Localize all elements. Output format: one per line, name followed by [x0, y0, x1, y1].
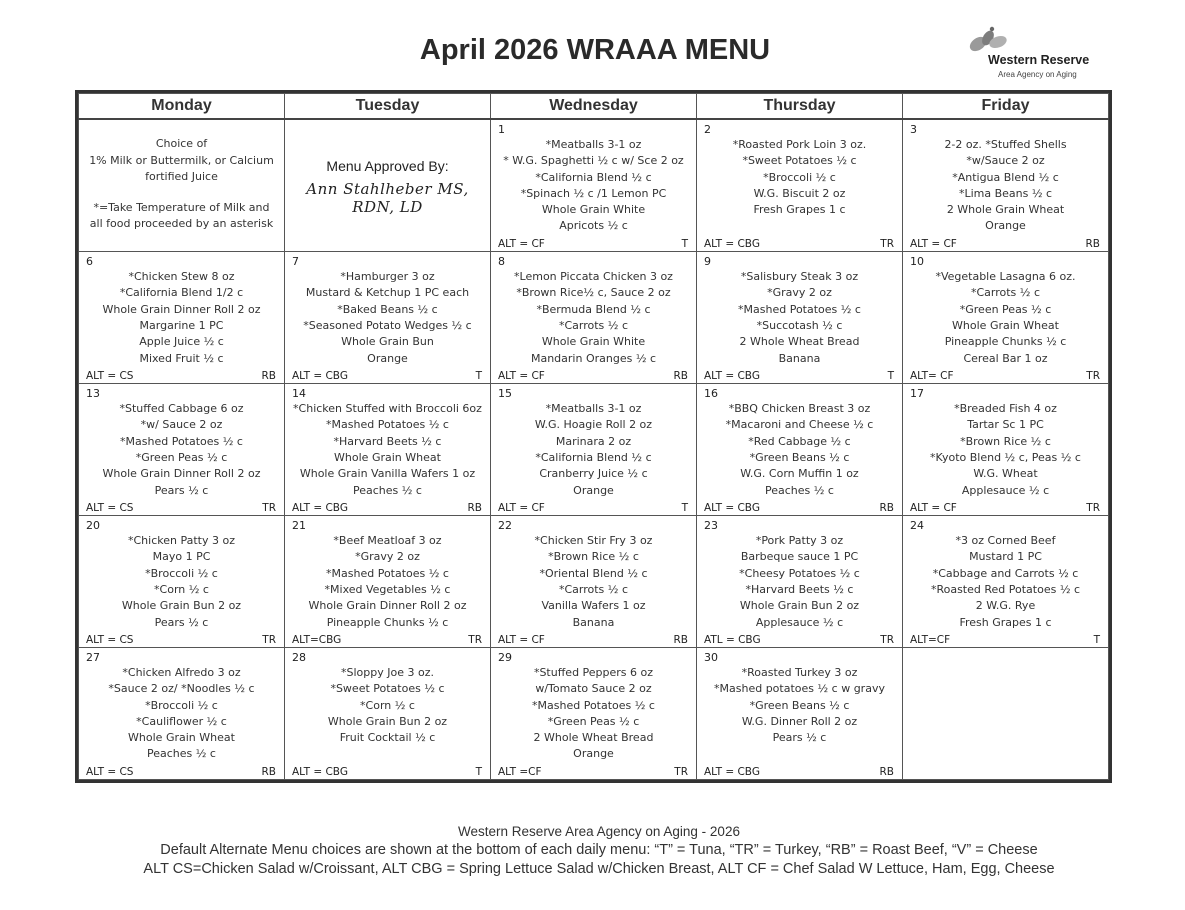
day-number: 23	[704, 519, 718, 533]
menu-item: *Carrots ½ c	[558, 582, 628, 596]
weekday-header-row	[79, 94, 1109, 120]
week-row	[79, 516, 1109, 648]
alternate-menu: ALT = CS	[86, 370, 134, 383]
alternate-menu: ALT = CBG	[704, 238, 760, 251]
menu-item: *Stuffed Cabbage 6 oz	[119, 402, 244, 416]
menu-item: Vanilla Wafers 1 oz	[541, 599, 646, 613]
menu-item: *BBQ Chicken Breast 3 oz	[728, 402, 871, 416]
menu-item: *Baked Beans ½ c	[337, 302, 438, 316]
alternate-menu: ALT = CS	[86, 502, 134, 515]
menu-item: *Lima Beans ½ c	[958, 186, 1053, 200]
menu-item: Peaches ½ c	[147, 747, 216, 761]
menu-item: *Macaroni and Cheese ½ c	[725, 418, 874, 432]
alternate-menu: ALT = CS	[86, 766, 134, 778]
menu-items	[697, 120, 902, 218]
menu-items	[491, 516, 696, 631]
day-number: 7	[292, 255, 299, 269]
menu-item: Whole Grain Bun 2 oz	[327, 714, 448, 728]
menu-item: 2 W.G. Rye	[975, 599, 1036, 613]
alternate-code: TR	[674, 766, 688, 778]
day-number: 29	[498, 651, 512, 664]
alternate-code: T	[475, 370, 482, 383]
day-number: 17	[910, 387, 924, 401]
day-number: 6	[86, 255, 93, 269]
menu-item: *Mashed Potatoes ½ c	[738, 302, 861, 316]
day-cell	[285, 648, 491, 780]
menu-item: Applesauce ½ c	[755, 615, 844, 629]
footer	[60, 823, 1138, 879]
weekday-header: Monday	[79, 94, 285, 120]
alternate-menu: ALT = CBG	[704, 370, 760, 383]
menu-item: Margarine 1 PC	[139, 318, 224, 332]
weekday-header: Friday	[903, 94, 1109, 120]
approval-label: Menu Approved By:	[326, 158, 449, 174]
day-number: 13	[86, 387, 100, 401]
menu-item: 2 Whole Wheat Bread	[739, 335, 860, 349]
menu-items	[79, 516, 284, 631]
menu-item: *Chicken Stuffed with Broccoli 6oz	[293, 402, 482, 416]
menu-item: *Chicken Patty 3 oz	[128, 534, 235, 548]
day-cell	[697, 648, 903, 780]
day-cell	[491, 119, 697, 252]
alternate-code: TR	[880, 634, 894, 646]
approval	[285, 120, 490, 216]
calendar-table	[78, 93, 1109, 780]
weekday-header: Tuesday	[285, 94, 491, 120]
menu-items	[491, 648, 696, 763]
day-cell	[903, 119, 1109, 252]
info-line: 1% Milk or Buttermilk, or Calcium	[89, 153, 274, 167]
menu-item: *Broccoli ½ c	[763, 170, 836, 184]
menu-item: Pineapple Chunks ½ c	[326, 615, 449, 629]
week-row	[79, 252, 1109, 384]
day-number: 1	[498, 123, 505, 136]
menu-item: Whole Grain Dinner Roll 2 oz	[308, 599, 467, 613]
day-cell	[491, 252, 697, 384]
menu-item: Pears ½ c	[154, 483, 209, 497]
menu-item: W.G. Biscuit 2 oz	[753, 186, 846, 200]
menu-item: *Gravy 2 oz	[355, 550, 420, 564]
menu-item: *Broccoli ½ c	[145, 698, 218, 712]
day-number: 27	[86, 651, 100, 664]
menu-item: *Green Peas ½ c	[547, 714, 640, 728]
menu-item: W.G. Wheat	[973, 467, 1038, 481]
day-cell	[697, 516, 903, 648]
menu-item: *California Blend ½ c	[535, 450, 652, 464]
day-number: 8	[498, 255, 505, 269]
menu-item: *Spinach ½ c /1 Lemon PC	[520, 186, 667, 200]
day-cell	[79, 252, 285, 384]
day-cell	[697, 119, 903, 252]
alternate-code: T	[681, 502, 688, 515]
day-cell	[491, 516, 697, 648]
menu-item: *3 oz Corned Beef	[955, 534, 1056, 548]
dietitian-signature: Ann Stahlheber MS, RDN, LD	[306, 180, 469, 216]
alternate-menu: ALT = CBG	[292, 766, 348, 778]
alternate-menu: ALT = CBG	[292, 502, 348, 515]
menu-item: Mustard & Ketchup 1 PC each	[305, 286, 470, 300]
logo-name: Western Reserve	[988, 53, 1090, 67]
menu-item: Pineapple Chunks ½ c	[944, 335, 1067, 349]
menu-item: *Cheesy Potatoes ½ c	[739, 566, 860, 580]
menu-item: *Sweet Potatoes ½ c	[742, 154, 857, 168]
menu-item: *Brown Rice ½ c	[548, 550, 639, 564]
menu-item: *Sweet Potatoes ½ c	[330, 682, 445, 696]
footer-legend-line: Default Alternate Menu choices are shown at the bottom of each daily menu: “T” = Tuna, “TR” = Turkey, “RB” = Roast Beef, “V” = Cheese	[160, 842, 1038, 858]
menu-item: *Corn ½ c	[154, 582, 209, 596]
menu-items	[697, 648, 902, 746]
menu-item: Mayo 1 PC	[152, 550, 211, 564]
alternate-code: RB	[467, 502, 482, 515]
alternate-code: TR	[1086, 502, 1100, 515]
day-number: 10	[910, 255, 924, 269]
menu-item: *Succotash ½ c	[756, 318, 843, 332]
day-cell	[491, 384, 697, 516]
menu-items	[697, 384, 902, 499]
week-row	[79, 119, 1109, 252]
menu-item: Pears ½ c	[772, 731, 827, 745]
menu-item: *w/ Sauce 2 oz	[140, 418, 223, 432]
day-number: 22	[498, 519, 512, 533]
day-number: 2	[704, 123, 711, 136]
day-number: 28	[292, 651, 306, 664]
menu-items	[79, 648, 284, 763]
day-cell	[79, 384, 285, 516]
menu-item: *Mashed Potatoes ½ c	[120, 434, 243, 448]
menu-item: *Broccoli ½ c	[145, 566, 218, 580]
menu-item: *Breaded Fish 4 oz	[954, 402, 1057, 416]
menu-item: *Cabbage and Carrots ½ c	[932, 566, 1079, 580]
day-number: 3	[910, 123, 917, 136]
menu-item: W.G. Corn Muffin 1 oz	[740, 467, 859, 481]
menu-item: *Mashed Potatoes ½ c	[326, 566, 449, 580]
menu-item: *Chicken Alfredo 3 oz	[122, 666, 241, 679]
menu-items	[491, 384, 696, 499]
menu-item: Cereal Bar 1 oz	[963, 351, 1048, 365]
menu-item: Fruit Cocktail ½ c	[339, 731, 436, 745]
alternate-code: TR	[262, 634, 276, 646]
alternate-code: TR	[262, 502, 276, 515]
week-row	[79, 648, 1109, 780]
day-number: 15	[498, 387, 512, 401]
menu-item: *Gravy 2 oz	[767, 286, 832, 300]
menu-item: *Red Cabbage ½ c	[748, 434, 851, 448]
menu-item: Orange	[985, 219, 1026, 233]
menu-item: Apple Juice ½ c	[139, 335, 224, 349]
alternate-code: RB	[261, 766, 276, 778]
menu-calendar	[75, 90, 1112, 783]
alternate-menu: ALT = CF	[498, 634, 545, 646]
menu-item: Whole Grain Vanilla Wafers 1 oz	[299, 467, 476, 481]
menu-item: Whole Grain Dinner Roll 2 oz	[102, 467, 261, 481]
menu-items	[903, 384, 1108, 499]
menu-items	[285, 516, 490, 631]
alternate-code: T	[475, 766, 482, 778]
menu-item: *Beef Meatloaf 3 oz	[333, 534, 442, 548]
menu-item: Applesauce ½ c	[961, 483, 1050, 497]
milk-info-cell	[79, 119, 285, 252]
day-cell	[491, 648, 697, 780]
alternate-menu: ALT = CS	[86, 634, 134, 646]
menu-items	[903, 252, 1108, 367]
alternate-code: RB	[879, 502, 894, 515]
alternate-menu: ALT = CBG	[704, 766, 760, 778]
menu-item: *Seasoned Potato Wedges ½ c	[303, 318, 472, 332]
menu-item: *Antigua Blend ½ c	[952, 170, 1059, 184]
menu-item: *Meatballs 3-1 oz	[545, 402, 642, 416]
menu-items	[285, 384, 490, 499]
alternate-menu: ALT= CF	[910, 370, 954, 383]
menu-item: Marinara 2 oz	[555, 434, 632, 448]
menu-items	[285, 252, 490, 367]
week-row	[79, 384, 1109, 516]
menu-item: *Roasted Red Potatoes ½ c	[930, 582, 1081, 596]
day-cell	[903, 516, 1109, 648]
info-line: Choice of	[155, 137, 208, 150]
weekday-header: Wednesday	[491, 94, 697, 120]
menu-item: *Vegetable Lasagna 6 oz.	[935, 270, 1076, 284]
menu-item: Whole Grain Wheat	[334, 450, 441, 464]
alternate-code: T	[887, 370, 894, 383]
alternate-menu: ALT = CF	[910, 502, 957, 515]
info-line: fortified Juice	[145, 170, 218, 183]
alternate-menu: ALT = CF	[498, 238, 545, 251]
alternate-code: RB	[673, 370, 688, 383]
menu-item: Apricots ½ c	[559, 219, 628, 233]
menu-item: *Bermuda Blend ½ c	[536, 302, 651, 316]
day-number: 24	[910, 519, 924, 533]
menu-item: Orange	[573, 747, 614, 761]
alternate-code: T	[681, 238, 688, 251]
menu-item: Orange	[573, 483, 614, 497]
alternate-menu: ALT=CBG	[292, 634, 342, 646]
menu-item: *Chicken Stir Fry 3 oz	[534, 534, 653, 548]
alternate-menu: ALT = CBG	[292, 370, 348, 383]
menu-item: *Carrots ½ c	[970, 286, 1040, 300]
menu-items	[491, 120, 696, 235]
menu-item: 2 Whole Wheat Bread	[533, 731, 654, 745]
day-cell	[697, 252, 903, 384]
day-cell	[903, 384, 1109, 516]
alternate-menu: ATL = CBG	[704, 634, 761, 646]
menu-item: *Green Beans ½ c	[749, 698, 850, 712]
milk-info	[79, 120, 284, 233]
menu-item: *Salisbury Steak 3 oz	[740, 270, 859, 284]
menu-item: 2 Whole Grain Wheat	[946, 203, 1065, 217]
day-cell	[285, 516, 491, 648]
menu-item: *Cauliflower ½ c	[136, 714, 227, 728]
menu-items	[79, 384, 284, 499]
day-number: 21	[292, 519, 306, 533]
menu-item: *California Blend 1/2 c	[119, 286, 244, 300]
day-cell	[697, 384, 903, 516]
alternate-code: RB	[879, 766, 894, 778]
menu-item: Tartar Sc 1 PC	[967, 418, 1044, 432]
menu-item: Whole Grain White	[541, 335, 646, 349]
alternate-code: TR	[468, 634, 482, 646]
menu-item: Whole Grain Wheat	[128, 731, 235, 745]
menu-item: *Harvard Beets ½ c	[333, 434, 442, 448]
menu-item: Barbeque sauce 1 PC	[740, 550, 859, 564]
menu-item: Whole Grain Bun	[341, 335, 434, 349]
menu-item: *Carrots ½ c	[558, 318, 628, 332]
agency-logo	[958, 20, 1098, 90]
menu-item: Mustard 1 PC	[969, 550, 1042, 564]
menu-items	[79, 252, 284, 367]
menu-item: Peaches ½ c	[765, 483, 834, 497]
menu-item: *Mixed Vegetables ½ c	[324, 582, 451, 596]
menu-item: *Sauce 2 oz/ *Noodles ½ c	[108, 682, 255, 696]
menu-item: *w/Sauce 2 oz	[966, 154, 1045, 168]
menu-item: Banana	[778, 351, 821, 365]
menu-item: * W.G. Spaghetti ½ c w/ Sce 2 oz	[503, 154, 684, 168]
menu-items	[903, 516, 1108, 631]
menu-item: *Pork Patty 3 oz	[755, 534, 844, 548]
menu-item: *Brown Rice½ c, Sauce 2 oz	[516, 286, 671, 300]
menu-item: Whole Grain Bun 2 oz	[121, 599, 242, 613]
day-number: 14	[292, 387, 306, 401]
day-number: 16	[704, 387, 718, 401]
menu-item: Fresh Grapes 1 c	[959, 615, 1052, 629]
day-cell	[79, 516, 285, 648]
menu-items	[285, 648, 490, 746]
logo-subtitle: Area Agency on Aging	[998, 70, 1077, 79]
menu-item: Cranberry Juice ½ c	[539, 467, 648, 481]
menu-item: Orange	[367, 351, 408, 365]
menu-item: Whole Grain Wheat	[952, 318, 1059, 332]
menu-item: W.G. Dinner Roll 2 oz	[741, 714, 858, 728]
menu-item: *Meatballs 3-1 oz	[545, 138, 642, 151]
alternate-menu: ALT = CF	[498, 370, 545, 383]
menu-item: w/Tomato Sauce 2 oz	[535, 682, 652, 696]
day-cell	[903, 252, 1109, 384]
footer-agency-line: Western Reserve Area Agency on Aging - 2026	[458, 824, 740, 839]
menu-item: *Hamburger 3 oz	[340, 270, 435, 284]
day-number: 20	[86, 519, 100, 533]
menu-item: *Brown Rice ½ c	[960, 434, 1051, 448]
menu-item: *Green Peas ½ c	[959, 302, 1052, 316]
day-cell	[79, 648, 285, 780]
menu-item: *Oriental Blend ½ c	[539, 566, 648, 580]
menu-item: *Kyoto Blend ½ c, Peas ½ c	[930, 450, 1081, 464]
menu-items	[697, 252, 902, 367]
menu-item: *Mashed Potatoes ½ c	[326, 418, 449, 432]
day-cell	[285, 252, 491, 384]
menu-item: *Roasted Turkey 3 oz	[741, 666, 858, 679]
asterisk-note-line: all food proceeded by an asterisk	[89, 217, 274, 230]
asterisk-note-line: *=Take Temperature of Milk and	[93, 200, 270, 214]
day-cell	[285, 384, 491, 516]
menu-items	[697, 516, 902, 631]
menu-item: Whole Grain White	[541, 203, 646, 217]
empty-day-cell	[903, 648, 1109, 780]
menu-item: Whole Grain Dinner Roll 2 oz	[102, 302, 261, 316]
page-title: April 2026 WRAAA MENU	[419, 34, 771, 66]
menu-item: *Corn ½ c	[360, 698, 415, 712]
alternate-code: RB	[673, 634, 688, 646]
menu-item: *Stuffed Peppers 6 oz	[533, 666, 654, 679]
alternate-code: T	[1093, 634, 1100, 646]
weekday-header: Thursday	[697, 94, 903, 120]
spacer	[83, 186, 280, 200]
menu-item: *Lemon Piccata Chicken 3 oz	[514, 270, 673, 284]
alternate-menu: ALT = CF	[498, 502, 545, 515]
menu-item: Fresh Grapes 1 c	[753, 203, 846, 217]
menu-item: *Green Beans ½ c	[749, 450, 850, 464]
approval-cell	[285, 119, 491, 252]
footer-alternates-line: ALT CS=Chicken Salad w/Croissant, ALT CBG = Spring Lettuce Salad w/Chicken Breast, ALT CF = Chef Salad W Lettuce, Ham, Egg, Cheese	[143, 861, 1055, 877]
day-number: 30	[704, 651, 718, 664]
menu-item: *Harvard Beets ½ c	[745, 582, 854, 596]
alternate-menu: ALT =CF	[498, 766, 542, 778]
menu-item: Mixed Fruit ½ c	[139, 351, 224, 365]
day-number: 9	[704, 255, 711, 269]
menu-item: *Roasted Pork Loin 3 oz.	[732, 138, 867, 151]
menu-item: 2-2 oz. *Stuffed Shells	[944, 138, 1067, 151]
menu-item: Mandarin Oranges ½ c	[530, 351, 657, 365]
menu-item: Whole Grain Bun 2 oz	[739, 599, 860, 613]
alternate-code: RB	[1085, 238, 1100, 251]
alternate-menu: ALT=CF	[910, 634, 951, 646]
menu-item: Banana	[572, 615, 615, 629]
alternate-code: RB	[261, 370, 276, 383]
menu-item: *Mashed Potatoes ½ c	[532, 698, 655, 712]
alternate-code: TR	[1086, 370, 1100, 383]
menu-items	[491, 252, 696, 367]
menu-item: *California Blend ½ c	[535, 170, 652, 184]
alternate-code: TR	[880, 238, 894, 251]
alternate-menu: ALT = CBG	[704, 502, 760, 515]
alternate-menu: ALT = CF	[910, 238, 957, 251]
menu-item: *Chicken Stew 8 oz	[128, 270, 235, 284]
menu-item: *Mashed potatoes ½ c w gravy	[714, 682, 885, 696]
menu-item: *Green Peas ½ c	[135, 450, 228, 464]
menu-item: W.G. Hoagie Roll 2 oz	[534, 418, 653, 432]
menu-item: Pears ½ c	[154, 615, 209, 629]
menu-item: Peaches ½ c	[353, 483, 422, 497]
menu-items	[903, 120, 1108, 235]
menu-item: *Sloppy Joe 3 oz.	[341, 666, 434, 679]
